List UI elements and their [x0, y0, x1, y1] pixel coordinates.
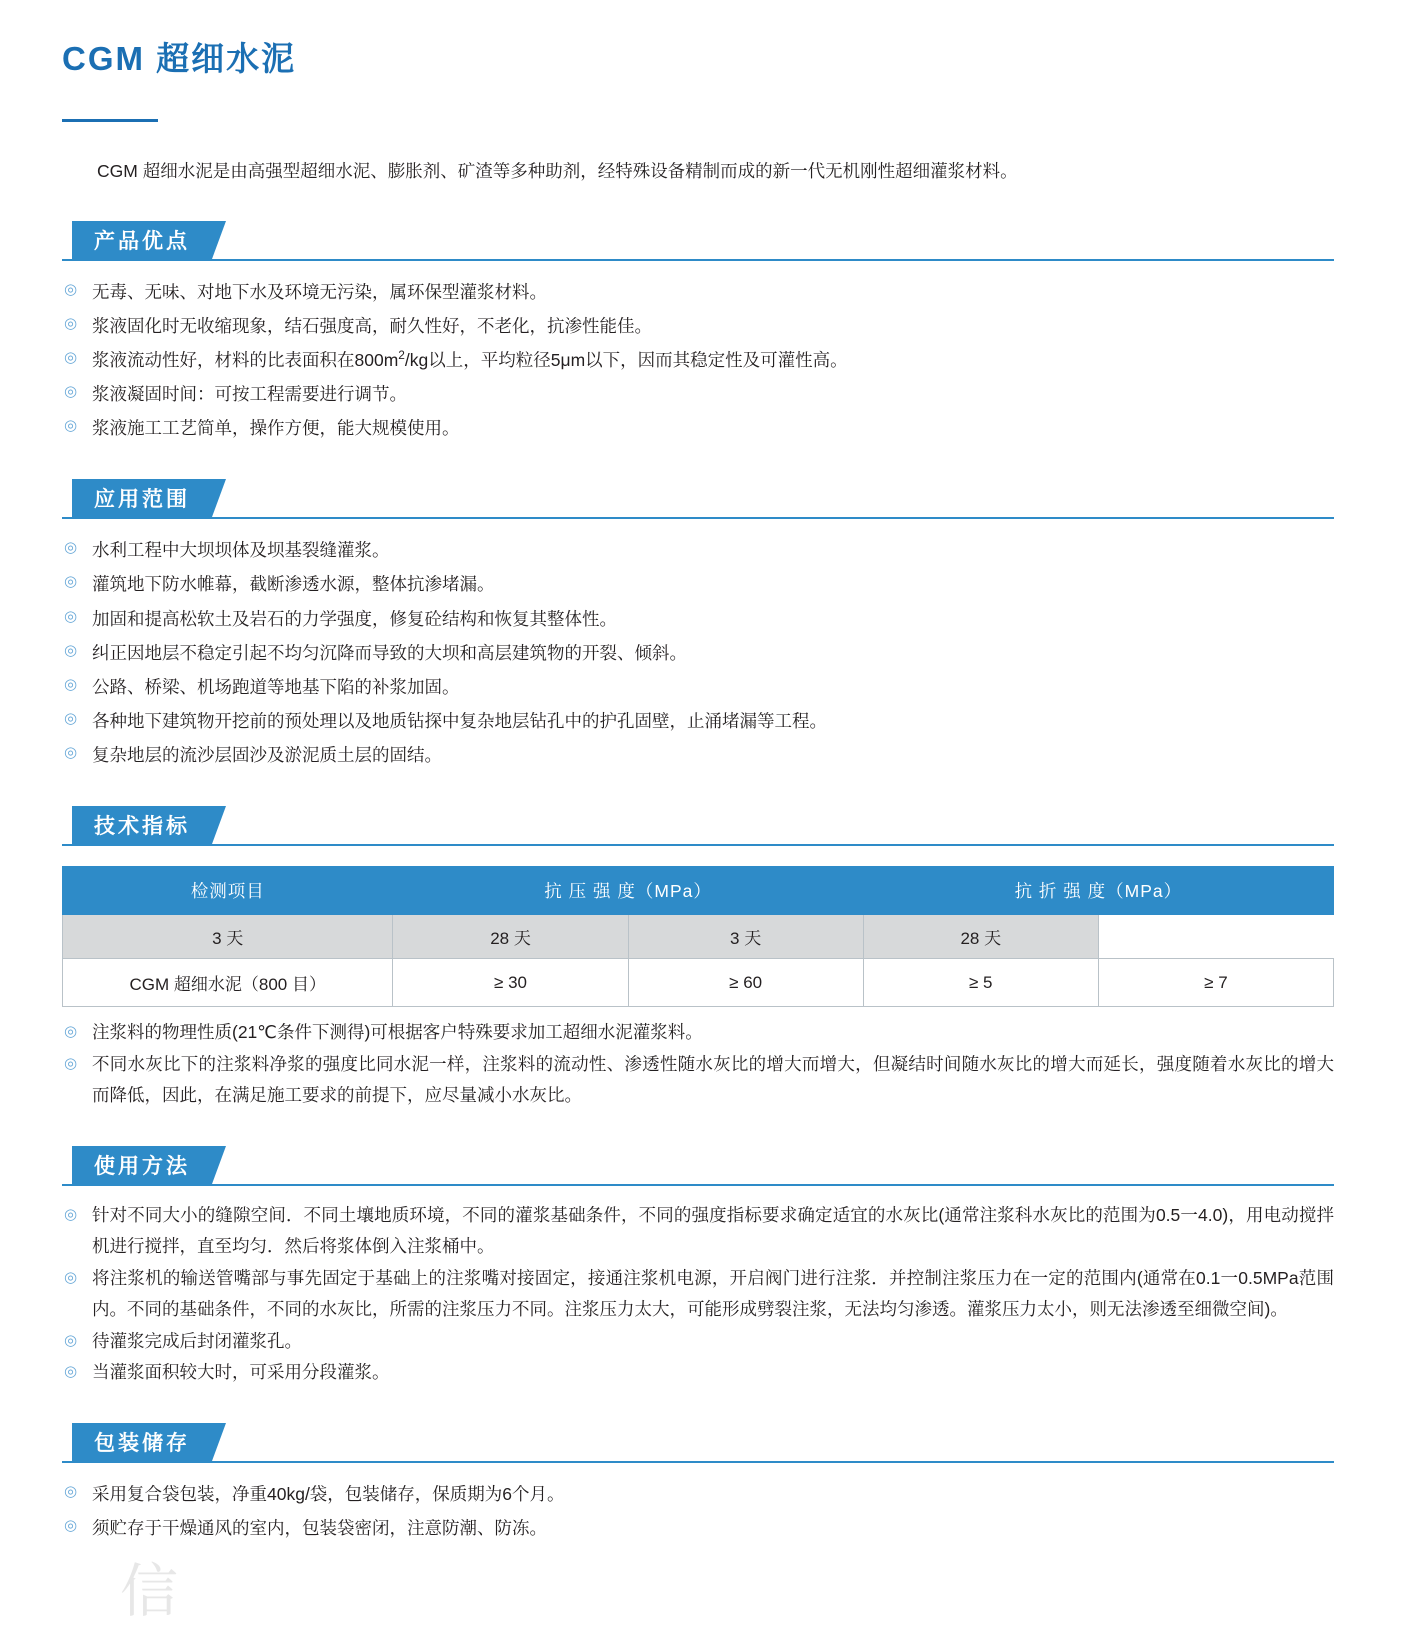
- bullet-icon: ◎: [64, 314, 78, 332]
- bullet-icon: ◎: [64, 641, 78, 659]
- footer-watermark-glyph: 信: [120, 1559, 179, 1625]
- section-packaging: [62, 1423, 1334, 1545]
- title-underline: [62, 119, 158, 122]
- table-row: [63, 959, 1334, 1007]
- list-item: [62, 309, 1334, 343]
- bullet-icon: ◎: [64, 744, 78, 761]
- list-item: [62, 1511, 1334, 1545]
- page-title: CGM 超细水泥: [62, 40, 297, 78]
- bullet-icon: ◎: [64, 1482, 78, 1500]
- list-item-text: 注浆料的物理性质(21℃条件下测得)可根据客户特殊要求加工超细水泥灌浆料。: [92, 1022, 703, 1043]
- cell-flexural-28d: ≥ 7: [1098, 959, 1333, 1007]
- subheader-flexural-3d: 3 天: [628, 915, 863, 959]
- section-usage: [62, 1146, 1334, 1389]
- document-page: [0, 22, 1406, 1625]
- bullet-icon: ◎: [64, 1516, 78, 1534]
- bullet-icon: ◎: [64, 1205, 78, 1223]
- list-item-text: 浆液施工工艺简单，操作方便，能大规模使用。: [92, 418, 460, 439]
- list-item-text: 公路、桥梁、机场跑道等地基下陷的补浆加固。: [92, 676, 460, 697]
- section-heading-label: 包装储存: [72, 1423, 212, 1461]
- list-item: [62, 1357, 1334, 1389]
- list-item-text: 浆液凝固时间：可按工程需要进行调节。: [92, 384, 407, 404]
- section-heading-rule: [62, 517, 1334, 519]
- column-header-item: 检测项目: [63, 867, 393, 915]
- section-heading-rule: [62, 1461, 1334, 1463]
- list-item-text: 采用复合袋包装，净重40kg/袋，包装储存，保质期为6个月。: [92, 1483, 565, 1504]
- cell-product-name: CGM 超细水泥（800 目）: [63, 959, 393, 1007]
- list-item-text: 当灌浆面积较大时，可采用分段灌浆。: [92, 1362, 390, 1383]
- list-item-text: 无毒、无味、对地下水及环境无污染，属环保型灌浆材料。: [92, 281, 547, 302]
- list-item-text: 浆液固化时无收缩现象，结石强度高，耐久性好，不老化，抗渗性能佳。: [92, 315, 652, 336]
- section-heading-applications: [62, 479, 1334, 519]
- table-header-row: [63, 867, 1334, 915]
- list-item-text: 灌筑地下防水帷幕，截断渗透水源，整体抗渗堵漏。: [92, 574, 495, 595]
- list-item: [62, 1263, 1334, 1326]
- cell-flexural-3d: ≥ 5: [863, 959, 1098, 1007]
- intro-paragraph: CGM 超细水泥是由高强型超细水泥、膨胀剂、矿渣等多种助剂，经特殊设备精制而成的新一代无机刚性超细灌浆材料。: [97, 161, 1018, 181]
- packaging-list: [62, 1477, 1334, 1545]
- section-heading-rule: [62, 1184, 1334, 1186]
- bullet-icon: ◎: [64, 1268, 78, 1286]
- subheader-compressive-3d: 3 天: [63, 915, 393, 959]
- list-item: [62, 343, 1334, 377]
- bullet-icon: ◎: [64, 348, 78, 366]
- list-item-text: 将注浆机的输送管嘴部与事先固定于基础上的注浆嘴对接固定，接通注浆机电源，开启阀门进行注浆．并控制注浆压力在一定的范围内(通常在0.1一0.5MPa范围内。不同的基础条件，不同的水灰比，所需的注浆压力不同。注浆压力太大，可能形成劈裂注浆，无法均匀渗透。灌浆压力太小，则无法渗透至细微空间)。: [92, 1267, 1334, 1320]
- list-item: [62, 1326, 1334, 1358]
- specs-table: [62, 866, 1334, 1007]
- usage-list: [62, 1200, 1334, 1389]
- bullet-icon: ◎: [64, 1331, 78, 1349]
- list-item-text: 浆液流动性好，材料的比表面积在$800m^2/kg$以上，平均粒径5μm以下，因而其稳定性及可灌性高。: [92, 348, 848, 370]
- bullet-icon: ◎: [64, 709, 78, 727]
- section-heading-label: 技术指标: [72, 806, 212, 844]
- list-item: [62, 533, 1334, 567]
- bullet-icon: ◎: [64, 1363, 78, 1381]
- applications-list: [62, 533, 1334, 772]
- section-heading-rule: [62, 844, 1334, 846]
- subheader-flexural-28d: 28 天: [863, 915, 1098, 959]
- section-heading-usage: [62, 1146, 1334, 1186]
- section-applications: [62, 479, 1334, 772]
- list-item: [62, 275, 1334, 309]
- subheader-compressive-28d: 28 天: [393, 915, 628, 959]
- list-item-text: 水利工程中大坝坝体及坝基裂缝灌浆。: [92, 540, 390, 561]
- list-item-text: 不同水灰比下的注浆料净浆的强度比同水泥一样，注浆料的流动性、渗透性随水灰比的增大而增大，但凝结时间随水灰比的增大而延长，强度随着水灰比的增大而降低，因此，在满足施工要求的前提下，应尽量减小水灰比。: [92, 1053, 1334, 1106]
- bullet-icon: ◎: [64, 573, 78, 591]
- list-item: [62, 1017, 1334, 1049]
- list-item: [62, 704, 1334, 738]
- section-heading-advantages: [62, 221, 1334, 261]
- list-item-text: 纠正因地层不稳定引起不均匀沉降而导致的大坝和高层建筑物的开裂、倾斜。: [92, 642, 687, 663]
- list-item: [62, 738, 1334, 772]
- bullet-icon: ◎: [64, 280, 78, 298]
- cell-compressive-3d: ≥ 30: [393, 959, 628, 1007]
- section-heading-rule: [62, 259, 1334, 261]
- bullet-icon: ◎: [64, 417, 78, 435]
- advantages-list: [62, 275, 1334, 446]
- section-advantages: [62, 221, 1334, 446]
- section-specs: [62, 806, 1334, 1112]
- column-header-compressive: 抗 压 强 度（MPa）: [393, 867, 863, 915]
- section-heading-label: 产品优点: [72, 221, 212, 259]
- list-item: [62, 377, 1334, 411]
- table-subheader-row: [63, 915, 1334, 959]
- list-item: [62, 602, 1334, 636]
- list-item-text: 待灌浆完成后封闭灌浆孔。: [92, 1330, 302, 1351]
- list-item: [62, 1049, 1334, 1112]
- bullet-icon: ◎: [64, 607, 78, 625]
- bullet-icon: ◎: [64, 383, 78, 400]
- list-item-text: 复杂地层的流沙层固沙及淤泥质土层的固结。: [92, 745, 442, 765]
- list-item: [62, 1477, 1334, 1511]
- bullet-icon: ◎: [64, 675, 78, 693]
- list-item: [62, 670, 1334, 704]
- bullet-icon: ◎: [64, 1054, 78, 1072]
- bullet-icon: ◎: [64, 1023, 78, 1041]
- list-item: [62, 567, 1334, 601]
- list-item: [62, 411, 1334, 445]
- list-item-text: 加固和提高松软土及岩石的力学强度，修复砼结构和恢复其整体性。: [92, 608, 617, 629]
- column-header-flexural: 抗 折 强 度（MPa）: [863, 867, 1333, 915]
- section-heading-label: 应用范围: [72, 479, 212, 517]
- list-item-text: 针对不同大小的缝隙空间．不同土壤地质环境，不同的灌浆基础条件，不同的强度指标要求确定适宜的水灰比(通常注浆科水灰比的范围为0.5一4.0)，用电动搅拌机进行搅拌，直至均匀．然后将浆体倒入注浆桶中。: [92, 1204, 1334, 1257]
- section-heading-label: 使用方法: [72, 1146, 212, 1184]
- specs-notes-list: [62, 1017, 1334, 1112]
- list-item: [62, 636, 1334, 670]
- section-heading-packaging: [62, 1423, 1334, 1463]
- list-item-text: 须贮存于干燥通风的室内，包装袋密闭，注意防潮、防冻。: [92, 1517, 547, 1538]
- list-item: [62, 1200, 1334, 1263]
- list-item-text: 各种地下建筑物开挖前的预处理以及地质钻探中复杂地层钻孔中的护孔固壁，止涌堵漏等工程。: [92, 710, 827, 731]
- cell-compressive-28d: ≥ 60: [628, 959, 863, 1007]
- bullet-icon: ◎: [64, 539, 78, 557]
- section-heading-specs: [62, 806, 1334, 846]
